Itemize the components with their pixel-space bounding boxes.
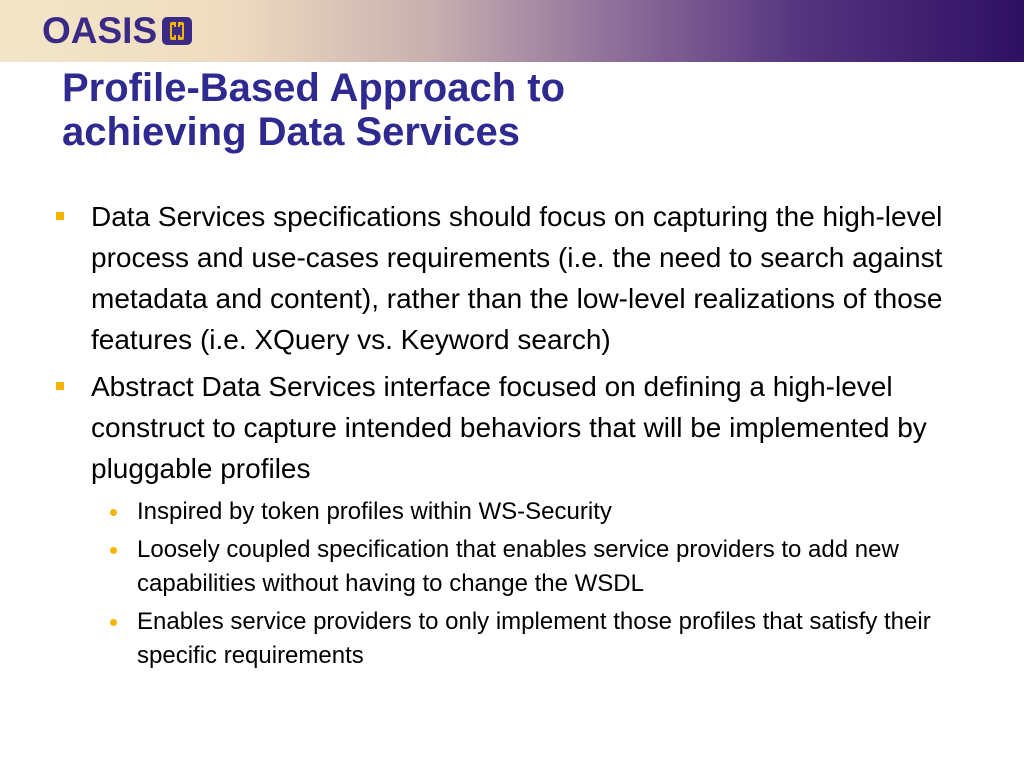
logo-text: OASIS xyxy=(42,10,158,51)
bullet-list xyxy=(56,196,966,677)
sub-bullet-item xyxy=(56,495,966,529)
square-bullet-icon xyxy=(56,212,64,220)
slide-title-line-2: achieving Data Services xyxy=(62,110,521,154)
oasis-logo xyxy=(42,12,193,50)
oasis-mark-icon xyxy=(161,16,193,46)
sub-bullet-text: Loosely coupled specification that enables service providers to add new capabilities without having to change the WSDL xyxy=(137,536,899,597)
round-bullet-icon xyxy=(110,509,117,516)
round-bullet-icon xyxy=(110,547,117,554)
sub-bullet-item xyxy=(56,605,966,673)
bullet-text: Data Services specifications should focus on capturing the high-level process and use-cases requirements (i.e. the need to search against metadata and content), rather than the low-level realizations of those features (i.e. XQuery vs. Keyword search) xyxy=(91,201,943,355)
sub-bullet-text: Inspired by token profiles within WS-Security xyxy=(137,498,612,525)
round-bullet-icon xyxy=(110,619,117,626)
bullet-item xyxy=(56,196,966,360)
slide-title xyxy=(62,66,962,154)
square-bullet-icon xyxy=(56,382,64,390)
slide-title-line-1: Profile-Based Approach to xyxy=(62,66,566,110)
bullet-item xyxy=(56,366,966,489)
sub-bullet-text: Enables service providers to only implement those profiles that satisfy their specific requirements xyxy=(137,608,931,669)
bullet-text: Abstract Data Services interface focused on defining a high-level construct to capture intended behaviors that will be implemented by pluggable profiles xyxy=(91,371,927,484)
sub-bullet-item xyxy=(56,533,966,601)
